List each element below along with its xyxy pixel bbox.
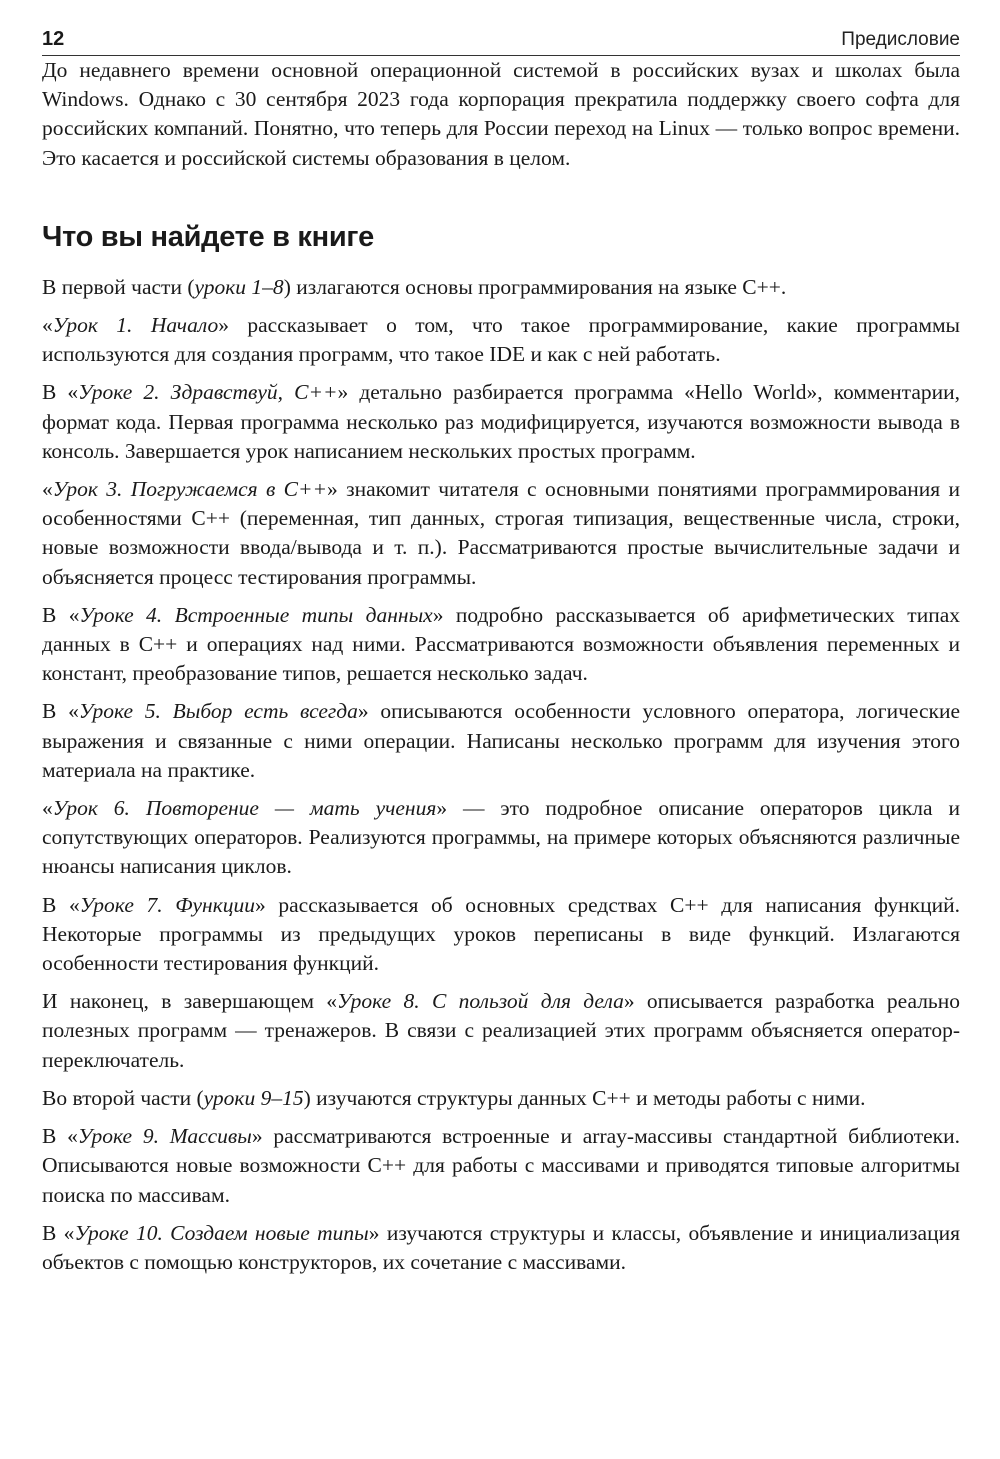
lesson-paragraph bbox=[42, 697, 960, 785]
lesson-title: уроки 9–15 bbox=[203, 1085, 304, 1110]
paragraph-lead-text: В « bbox=[42, 380, 79, 405]
lesson-title: Уроке 9. Массивы bbox=[77, 1124, 252, 1149]
paragraph-lead-text: В « bbox=[42, 1220, 75, 1245]
book-page bbox=[42, 28, 960, 1286]
lesson-title: Уроке 8. С пользой для дела bbox=[337, 989, 624, 1014]
section-paragraphs bbox=[42, 273, 960, 1277]
paragraph-body-text: » описывается разработка реально полезных программ — тренажеров. В связи с реализацией этих программ объясняется оператор-переключатель. bbox=[42, 989, 960, 1072]
section-heading: Что вы найдете в книге bbox=[42, 220, 374, 253]
paragraph-body-text: » детально разбирается программа «Hello World», комментарии, формат кода. Первая программа несколько раз модифицируется, изучаются возможности вывода в консоль. Завершается урок написанием нескольких простых программ. bbox=[42, 380, 960, 463]
lesson-paragraph bbox=[42, 601, 960, 689]
lesson-title: Урок 1. Начало bbox=[52, 313, 219, 338]
lesson-paragraph bbox=[42, 273, 960, 302]
lesson-title: Уроке 5. Выбор есть всегда bbox=[78, 699, 358, 724]
lesson-paragraph bbox=[42, 1084, 960, 1113]
lesson-title: Урок 3. Погружаемся в C++ bbox=[52, 477, 327, 502]
paragraph-body-text: » описываются особенности условного оператора, логические выражения и связанные с ними операции. Написаны несколько программ для изучения этого материала на практике. bbox=[42, 699, 961, 782]
lesson-paragraph bbox=[42, 311, 960, 369]
lesson-paragraph bbox=[42, 794, 960, 882]
lesson-paragraph bbox=[42, 1122, 960, 1210]
lesson-title: Уроке 10. Создаем новые типы bbox=[74, 1220, 369, 1245]
paragraph-body-text: » подробно рассказывается об арифметических типах данных в C++ и операциях над ними. Рассматриваются возможности объявления переменных и констант, преобразование типов, решается несколько задач. bbox=[42, 602, 960, 686]
paragraph-lead-text: В « bbox=[42, 892, 80, 917]
paragraph-lead-text: В « bbox=[42, 699, 79, 724]
paragraph-lead-text: В первой части ( bbox=[42, 274, 195, 299]
paragraph-body-text: ) изучаются структуры данных C++ и методы работы с ними. bbox=[303, 1085, 866, 1110]
paragraph-body-text: ) излагаются основы программирования на языке C++. bbox=[283, 274, 787, 299]
lesson-paragraph bbox=[42, 475, 960, 592]
running-title: Предисловие bbox=[841, 29, 960, 50]
paragraph-body-text: » рассказывается об основных средствах C++ для написания функций. Некоторые программы из предыдущих уроков переписаны в виде функций. Излагаются особенности тестирования функций. bbox=[42, 892, 960, 976]
lesson-paragraph bbox=[42, 987, 960, 1075]
running-header bbox=[42, 28, 960, 56]
lesson-paragraph bbox=[42, 891, 960, 979]
paragraph-body-text: » — это подробное описание операторов цикла и сопутствующих операторов. Реализуются программы, на примере которых объясняются различные нюансы написания циклов. bbox=[42, 796, 960, 879]
lesson-title: Урок 6. Повторение — мать учения bbox=[52, 796, 437, 821]
page-number: 12 bbox=[42, 28, 65, 50]
paragraph-lead-text: « bbox=[42, 477, 53, 502]
paragraph-lead-text: « bbox=[42, 796, 53, 821]
lesson-title: уроки 1–8 bbox=[194, 274, 284, 299]
lesson-paragraph bbox=[42, 1219, 960, 1277]
paragraph-body-text: » знакомит читателя с основными понятиями программирования и особенностями C++ (переменная, тип данных, строгая типизация, вещественные числа, строки, новые возможности ввода/вывода и т. п.). Рассматриваются простые вычислительные задачи и объясняется процесс тестирования программы. bbox=[42, 477, 960, 589]
paragraph-lead-text: И наконец, в завершающем « bbox=[42, 989, 338, 1014]
intro-paragraph: До недавнего времени основной операционной системой в российских вузах и школах была Windows. Однако с 30 сентября 2023 года корпорация прекратила поддержку своего софта для российских компаний. Понятно, что теперь для России переход на Linux — только вопрос времени. Это касается и российской системы образования в целом. bbox=[42, 58, 960, 170]
lesson-title: Уроке 7. Функции bbox=[79, 892, 256, 917]
paragraph-body-text: » изучаются структуры и классы, объявление и инициализация объектов с помощью конструкторов, их сочетание с массивами. bbox=[42, 1220, 960, 1274]
paragraph-body-text: » рассматриваются встроенные и array-массивы стандартной библиотеки. Описываются новые возможности C++ для работы с массивами и приводятся типовые алгоритмы поиска по массивам. bbox=[42, 1124, 960, 1207]
lesson-title: Уроке 4. Встроенные типы данных bbox=[79, 602, 433, 627]
paragraph-lead-text: В « bbox=[42, 602, 80, 627]
lesson-title: Уроке 2. Здравствуй, C++ bbox=[78, 380, 338, 405]
paragraph-lead-text: В « bbox=[42, 1124, 78, 1149]
paragraph-lead-text: « bbox=[42, 313, 53, 338]
page-body bbox=[42, 56, 960, 1277]
lesson-paragraph bbox=[42, 378, 960, 466]
paragraph-lead-text: Во второй части ( bbox=[42, 1085, 204, 1110]
paragraph-body-text: » рассказывает о том, что такое программирование, какие программы используются для создания программ, что такое IDE и как с ней работать. bbox=[42, 313, 960, 367]
